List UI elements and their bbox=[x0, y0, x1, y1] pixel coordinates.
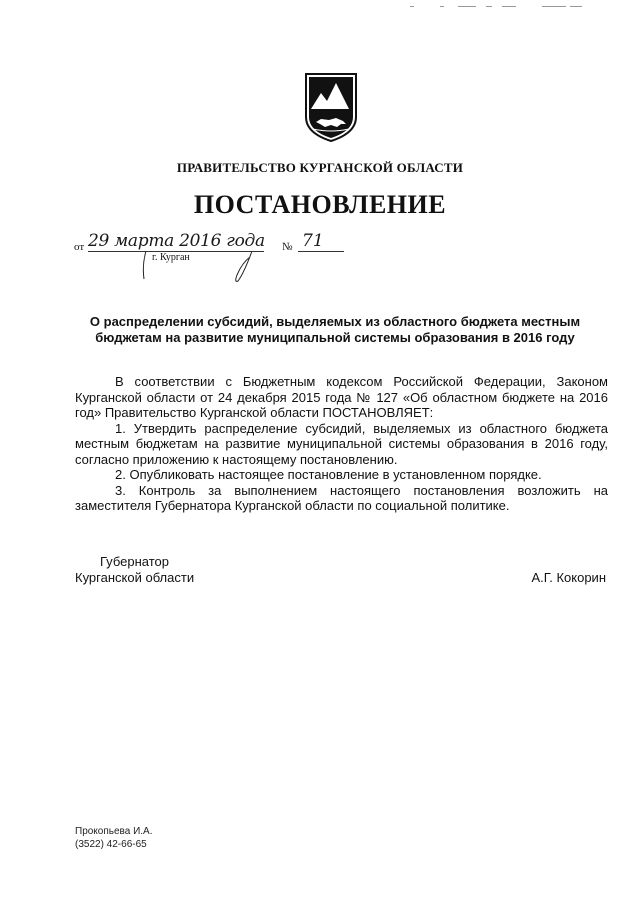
number-prefix: № bbox=[282, 241, 293, 253]
document-subject: О распределении субсидий, выделяемых из областного бюджета местным бюджетам на развитие муниципальной системы образования в 2016 году bbox=[89, 314, 581, 345]
body-paragraph: В соответствии с Бюджетным кодексом Российской Федерации, Законом Курганской области от 24 декабря 2015 года № 127 «Об областном бюджете на 2016 год» Правительство Курганской области ПОСТАНОВЛЯЕТ: bbox=[75, 374, 608, 420]
handwriting-flourish bbox=[134, 243, 274, 283]
signatory-position bbox=[75, 554, 194, 586]
government-title: ПРАВИТЕЛЬСТВО КУРГАНСКОЙ ОБЛАСТИ bbox=[176, 160, 464, 175]
document-body bbox=[75, 374, 608, 514]
handwritten-number: 71 bbox=[302, 231, 324, 251]
date-number-block bbox=[74, 231, 354, 281]
body-paragraph: 1. Утвердить распределение субсидий, выделяемых из областного бюджета местным бюджетам на развитие муниципальной системы образования в 2016 году, согласно приложению к настоящему постановлению. bbox=[75, 420, 608, 467]
date-prefix: от bbox=[74, 241, 85, 253]
city-label: г. Курган bbox=[152, 252, 190, 263]
body-paragraph: 3. Контроль за выполнением настоящего постановления возложить на заместителя Губернатора Курганской области по социальной политике. bbox=[75, 482, 608, 513]
document-type-title: ПОСТАНОВЛЕНИЕ bbox=[193, 190, 447, 219]
executor-block bbox=[75, 825, 153, 851]
scan-artifacts bbox=[410, 4, 600, 10]
signatory-position-line1: Губернатор bbox=[100, 554, 169, 569]
executor-phone: (3522) 42-66-65 bbox=[75, 839, 147, 850]
coat-of-arms-icon bbox=[303, 71, 359, 143]
body-paragraph: 2. Опубликовать настоящее постановление в установленном порядке. bbox=[115, 467, 542, 482]
signatory-name: А.Г. Кокорин bbox=[531, 570, 606, 585]
signatory-position-line2: Курганской области bbox=[75, 570, 195, 585]
handwritten-date: 29 марта 2016 года bbox=[88, 231, 265, 251]
executor-name: Прокопьева И.А. bbox=[75, 826, 153, 837]
number-underline bbox=[298, 251, 344, 252]
